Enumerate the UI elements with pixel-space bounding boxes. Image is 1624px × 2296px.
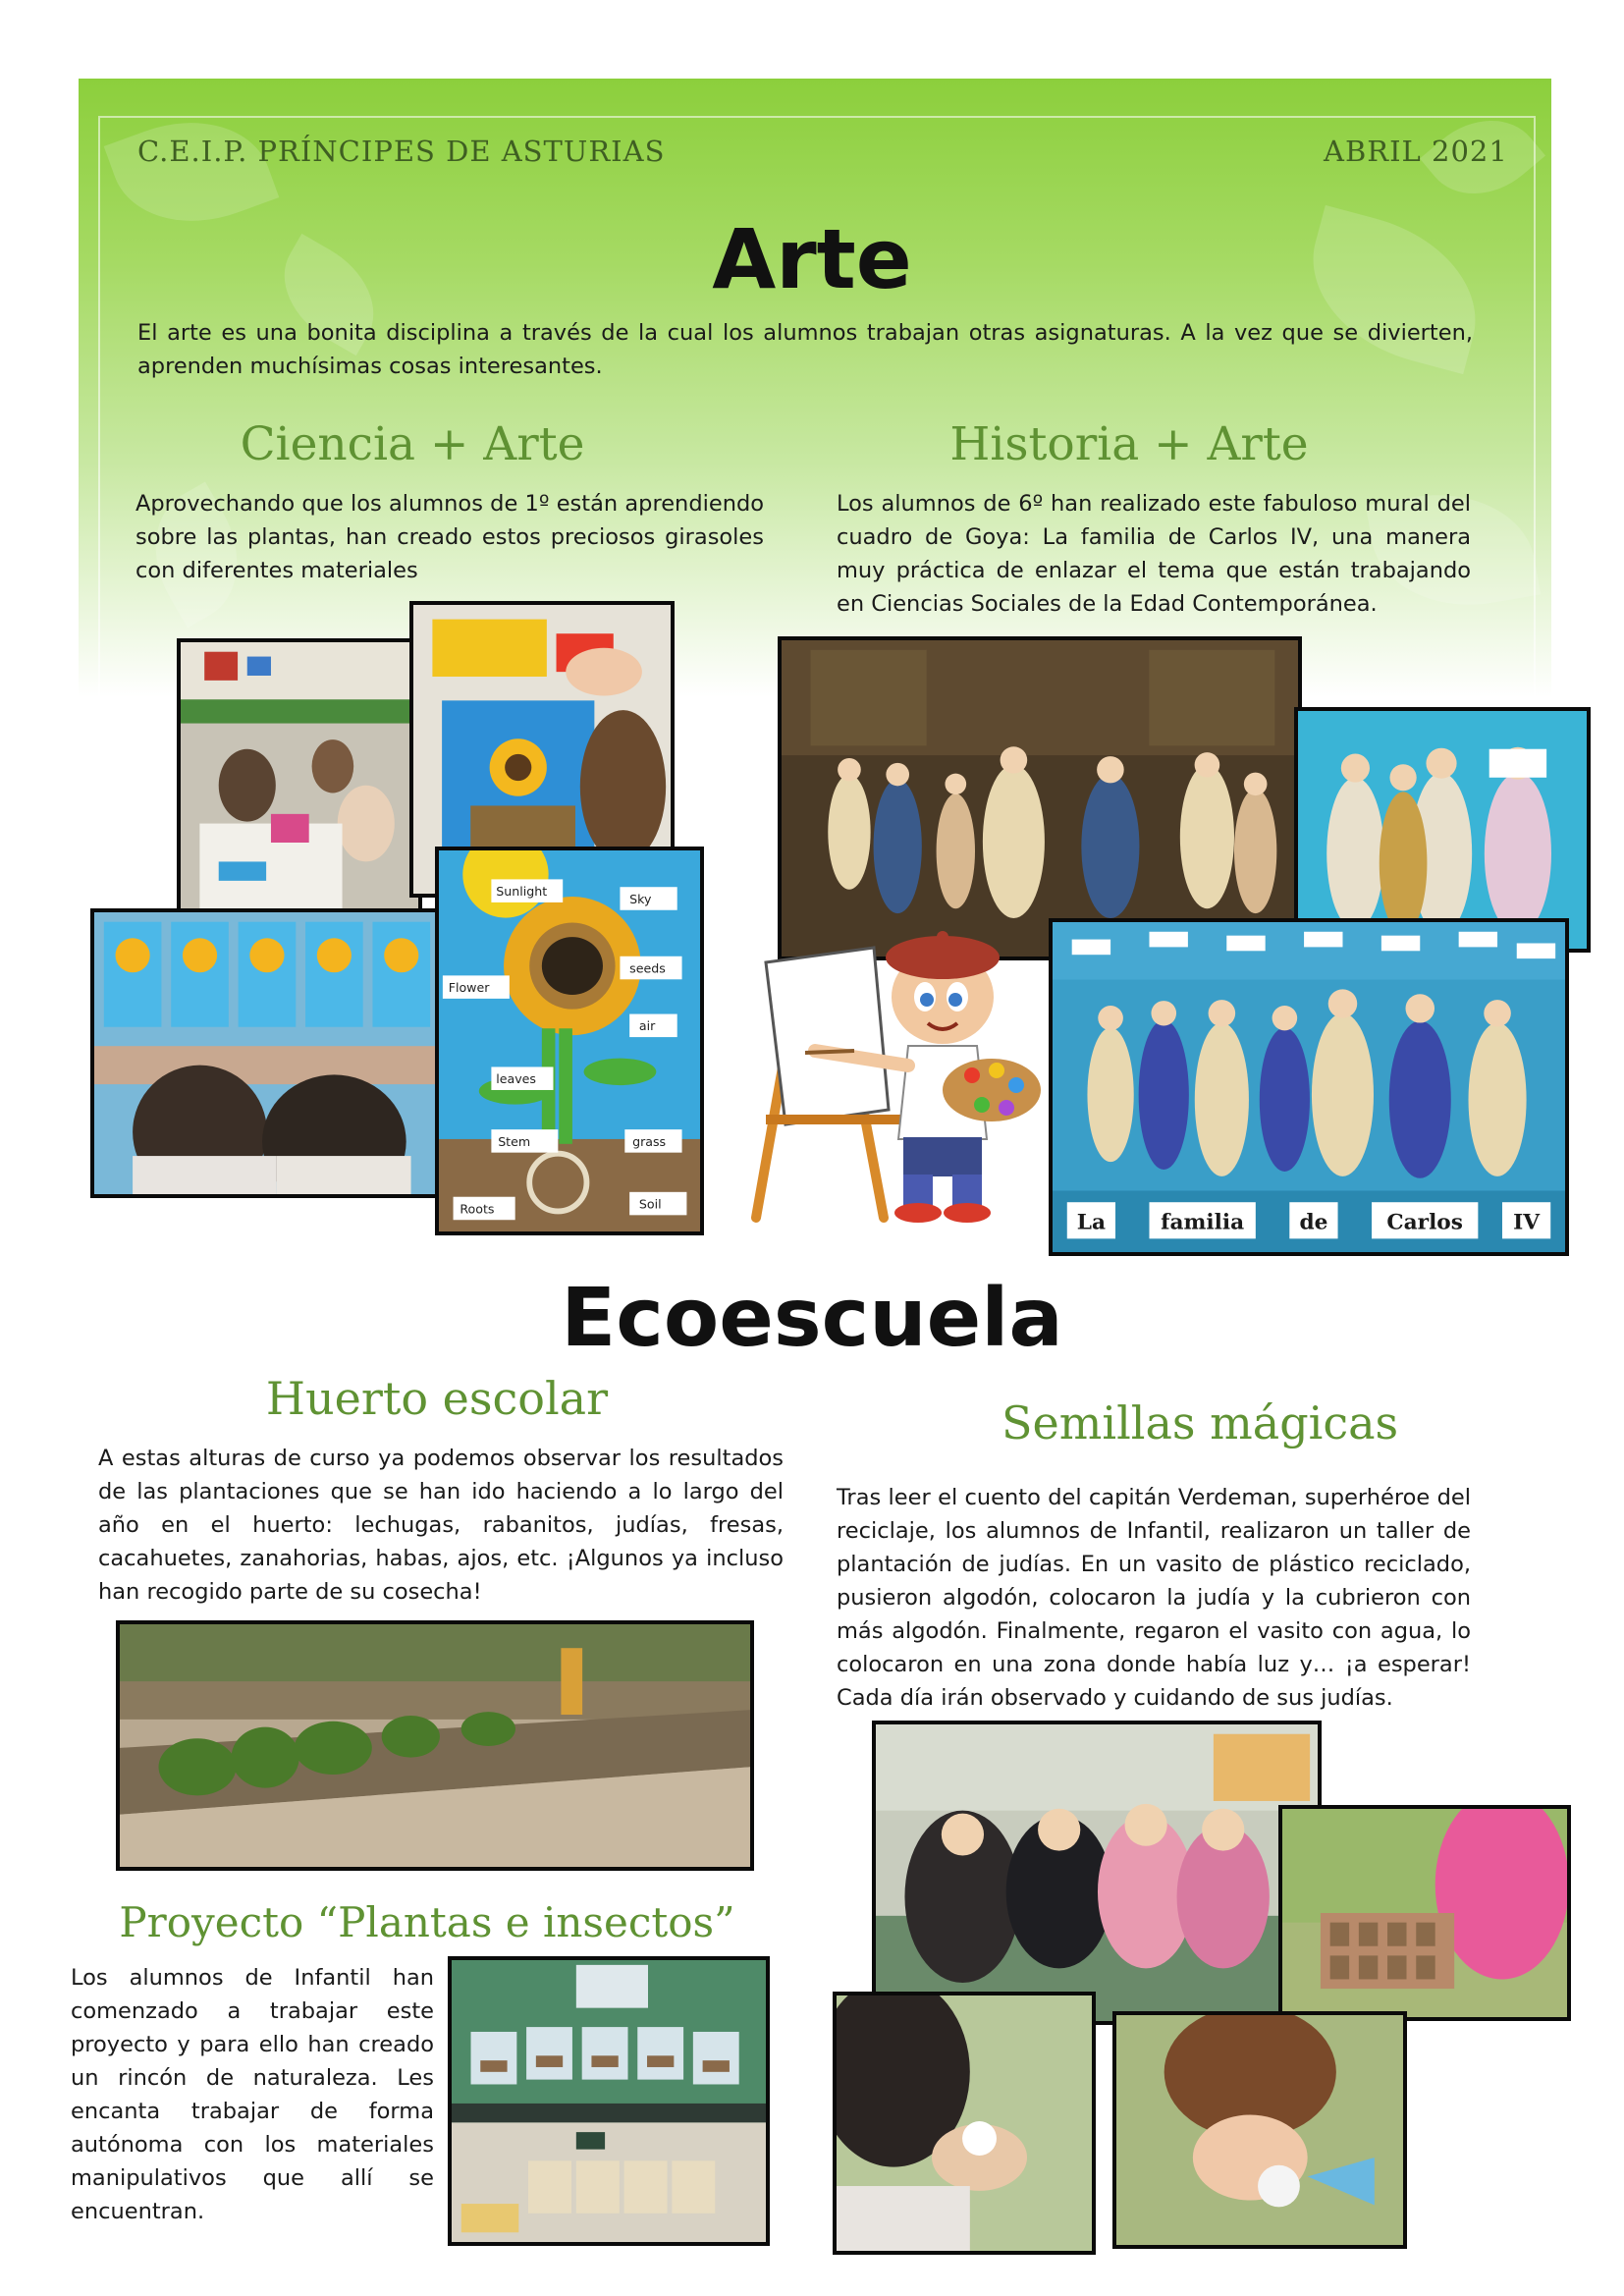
photo-children-planting — [872, 1721, 1322, 2025]
mural-word-de: de — [1299, 1210, 1328, 1235]
issue-date: ABRIL 2021 — [1324, 135, 1508, 168]
label-roots: Roots — [460, 1201, 495, 1217]
painter-boy-illustration — [746, 913, 1060, 1228]
section-title-arte: Arte — [712, 211, 912, 307]
photo-children-sunflowers-wall — [90, 908, 439, 1198]
section-title-ecoescuela: Ecoescuela — [561, 1272, 1063, 1365]
arte-intro: El arte es una bonita disciplina a través de la cual los alumnos trabajan otras asignaturas. A la vez que se divierten, aprenden muchísimas cosas interesantes. — [137, 320, 1473, 379]
subtitle-huerto-escolar: Huerto escolar — [265, 1372, 609, 1425]
label-grass: grass — [632, 1133, 667, 1149]
label-air: air — [638, 1018, 656, 1034]
label-sky: Sky — [629, 891, 652, 906]
photo-seed-tray — [1278, 1805, 1571, 2021]
mural-word-la: La — [1076, 1210, 1107, 1235]
subtitle-historia-arte: Historia + Arte — [949, 417, 1309, 471]
photo-child-cotton-cup — [833, 1992, 1096, 2255]
historia-arte-text: Los alumnos de 6º han realizado este fabuloso mural del cuadro de Goya: La familia de Carlos IV, una manera muy práctica de enlazar el tema que están trabajando en Ciencias Sociales de la Edad Contemporánea. — [837, 491, 1471, 617]
photo-goya-painting — [778, 636, 1302, 960]
label-soil: Soil — [638, 1196, 662, 1212]
proyecto-text: Los alumnos de Infantil han comenzado a trabajar este proyecto y para ello han creado un rincón de naturaleza. Les encanta trabajar de forma autónoma con los materiales manipulativos que allí se encuentran. — [71, 1965, 434, 2224]
photo-mural-detail — [1294, 707, 1591, 953]
subtitle-proyecto-plantas-insectos: Proyecto “Plantas e insectos” — [119, 1898, 735, 1946]
photo-sunflower-diagram — [435, 847, 704, 1235]
photo-watering-cup — [1112, 2011, 1407, 2249]
label-sunlight: Sunlight — [496, 883, 548, 900]
semillas-text: Tras leer el cuento del capitán Verdeman, superhéroe del reciclaje, los alumnos de Infantil, realizaron un taller de plantación de judías. En un vasito de plástico reciclado, pusieron algodón, colocaron la judía y la cubrieron con más algodón. Finalmente, regaron el vasito con agua, lo colocaron en una zona donde había luz y… ¡a esperar! Cada día irán observado y cuidando de sus judías. — [837, 1485, 1471, 1711]
photo-school-garden — [116, 1620, 754, 1871]
label-flower: Flower — [448, 979, 490, 996]
ciencia-arte-text: Aprovechando que los alumnos de 1º están aprendiendo sobre las plantas, han creado estos preciosos girasoles con diferentes materiales — [135, 491, 764, 583]
huerto-text: A estas alturas de curso ya podemos observar los resultados de las plantaciones que se han ido haciendo a lo largo del año en el huerto: lechugas, rabanitos, judías, fresas, cacahuetes, zanahorias, habas, ajos, etc. ¡Algunos ya incluso han recogido parte de su cosecha! — [98, 1446, 784, 1605]
photo-classroom-crafts — [177, 638, 422, 913]
school-name: C.E.I.P. PRÍNCIPES DE ASTURIAS — [137, 135, 666, 168]
subtitle-semillas-magicas: Semillas mágicas — [1001, 1396, 1399, 1449]
photo-nature-corner — [448, 1956, 770, 2246]
label-seeds: seeds — [629, 960, 666, 976]
mural-word-carlos: Carlos — [1386, 1210, 1463, 1235]
photo-mural-family-carlos-iv — [1049, 918, 1569, 1256]
label-stem: Stem — [498, 1133, 531, 1149]
label-leaves: leaves — [496, 1071, 536, 1087]
mural-word-familia: familia — [1161, 1210, 1245, 1235]
subtitle-ciencia-arte: Ciencia + Arte — [240, 417, 585, 471]
mural-word-iv: IV — [1513, 1210, 1541, 1235]
